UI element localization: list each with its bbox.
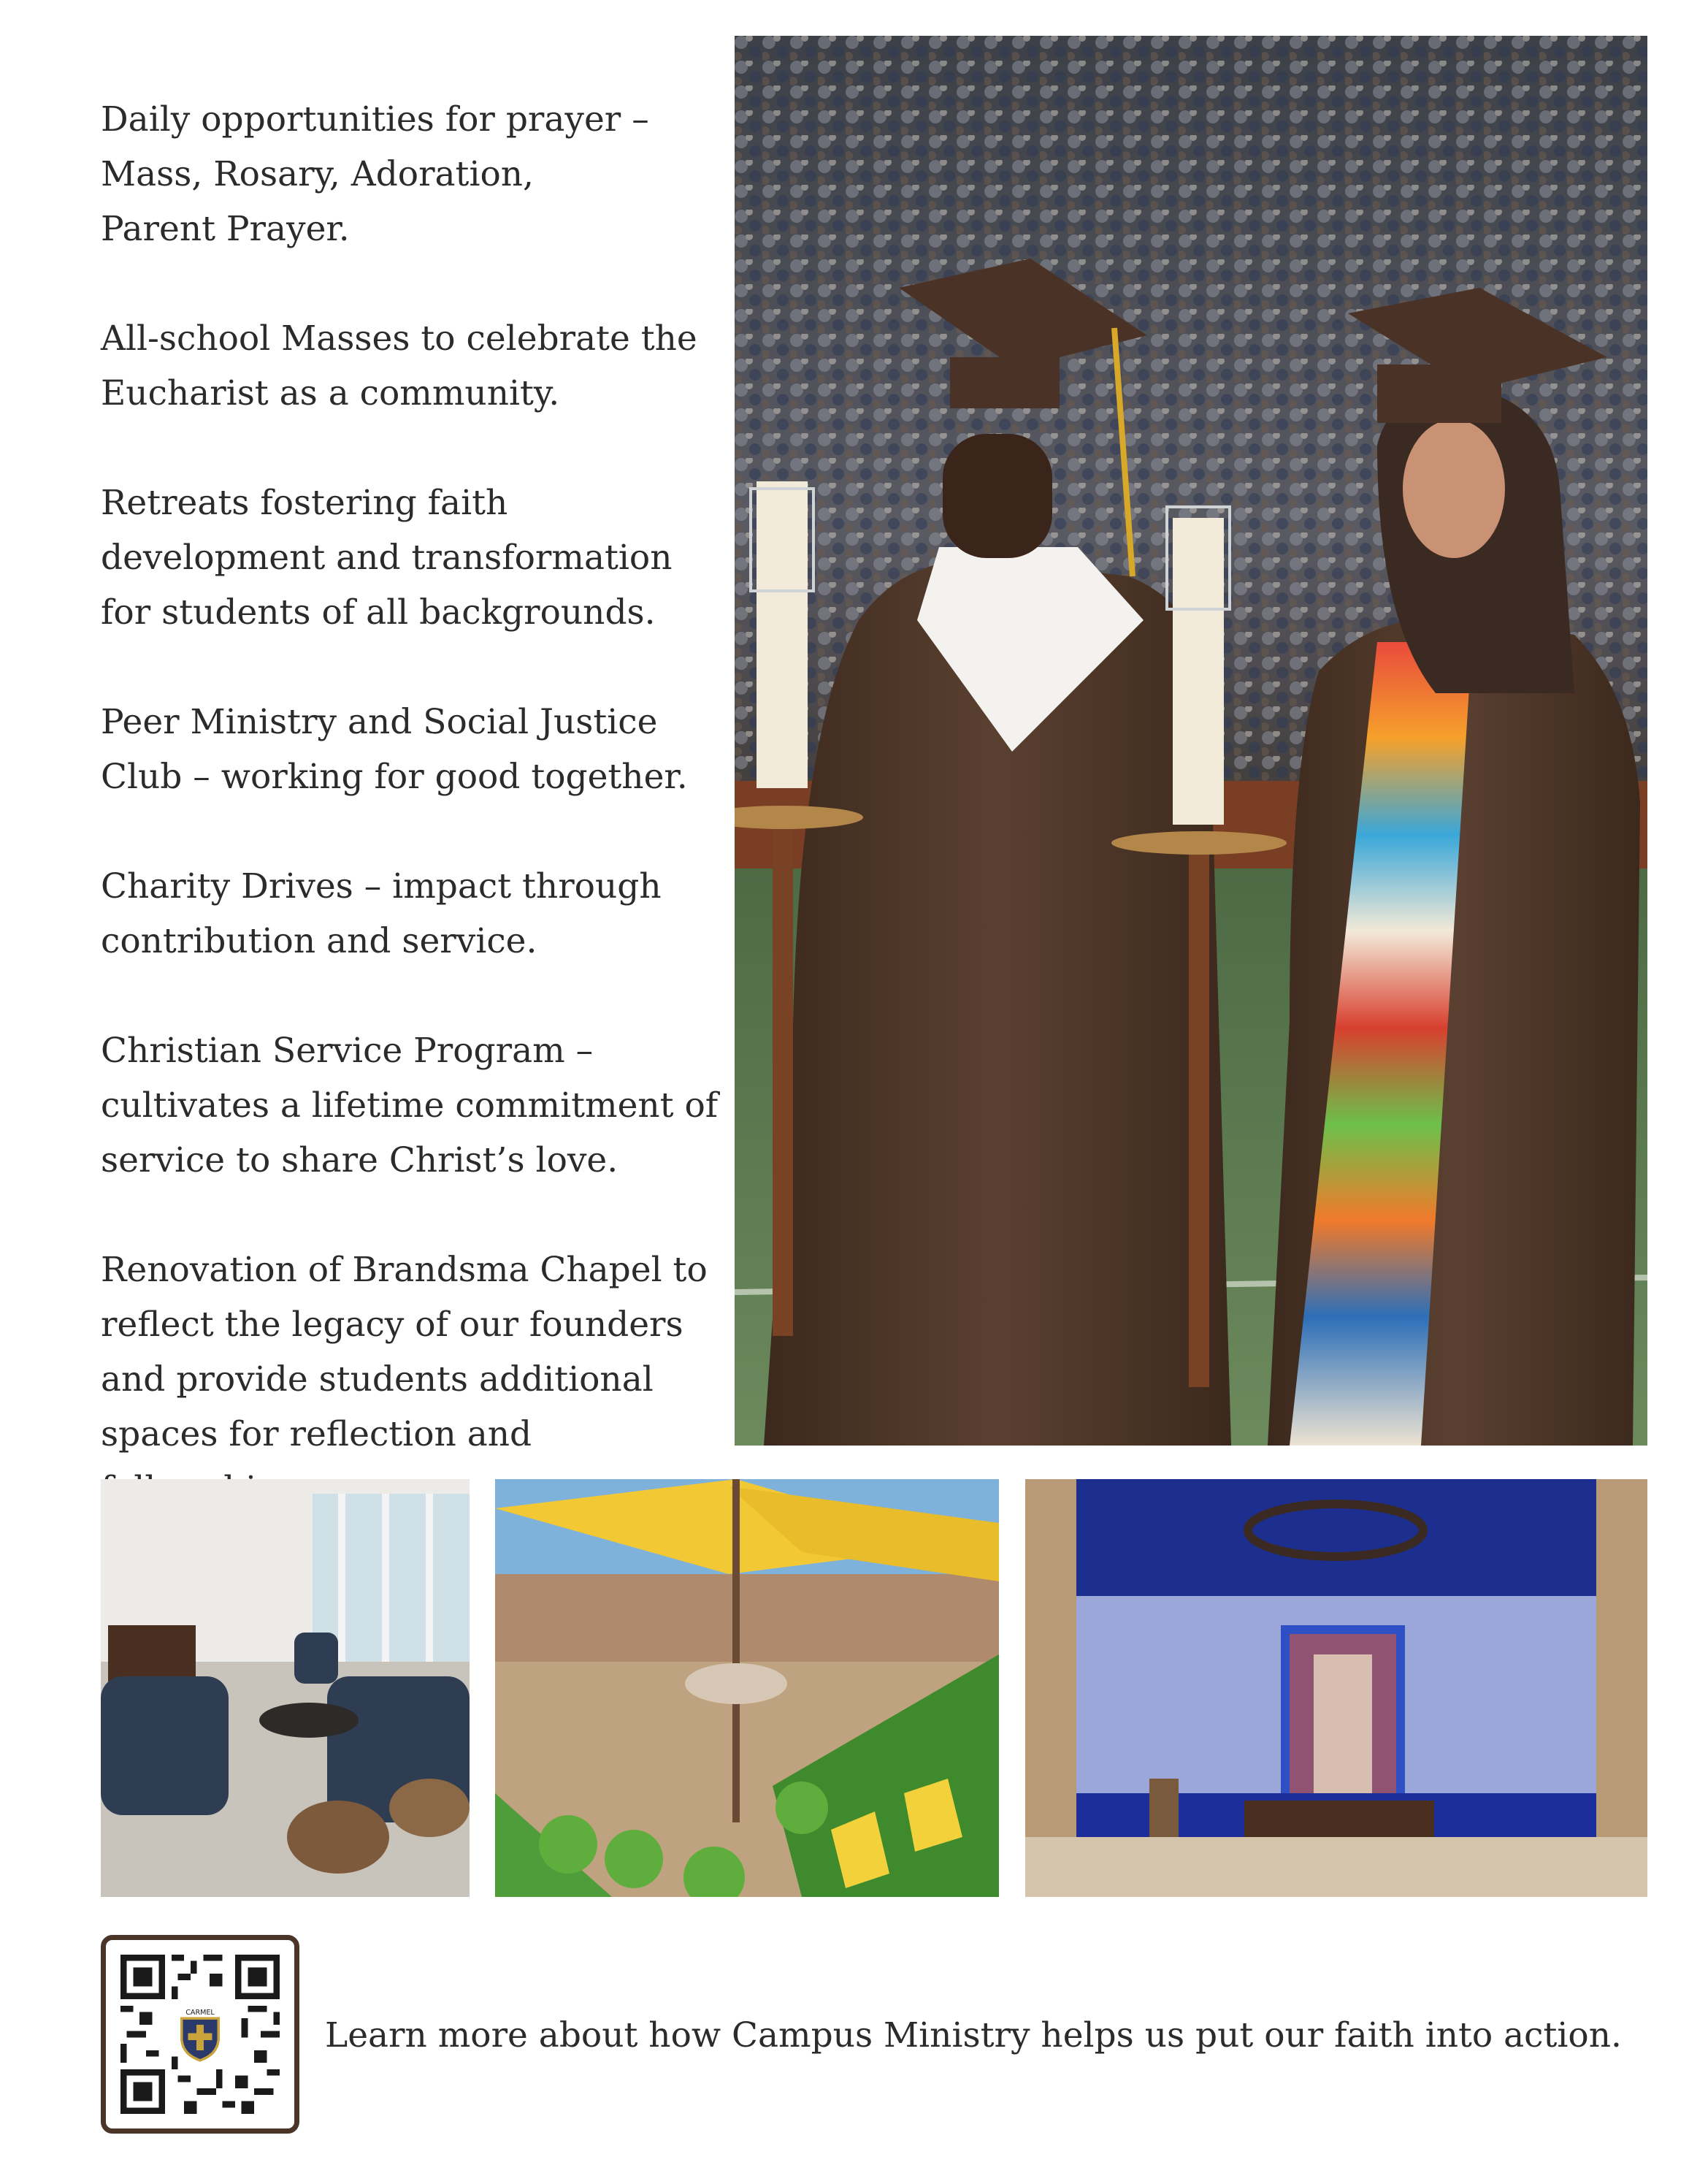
paragraph-charity-drives: Charity Drives – impact through contribution and service.: [101, 866, 662, 961]
campus-ministry-cta: Learn more about how Campus Ministry helps us put our faith into action.: [325, 2015, 1622, 2055]
paragraph-retreats: Retreats fostering faith development and transformation for students of all backgrounds.: [101, 483, 673, 633]
paragraph-chapel-renovation: Renovation of Brandsma Chapel to reflect the legacy of our founders and provide students additional spaces for reflection and: [101, 1250, 708, 1454]
paragraph-christian-service: Christian Service Program – cultivates a lifetime commitment of service to share Christ’s love.: [101, 1031, 719, 1180]
qr-logo-text: CARMEL: [185, 2008, 215, 2017]
paragraph-prayer: Daily opportunities for prayer – Mass, Rosary, Adoration, Parent Prayer.: [101, 99, 649, 249]
patio-rendering: [495, 1479, 999, 1897]
paragraph-masses: All-school Masses to celebrate the Eucharist as a community.: [101, 318, 697, 413]
lounge-photo: [101, 1479, 470, 1897]
brandsma-chapel-photo: [1025, 1479, 1647, 1897]
ministry-list: [101, 92, 729, 1516]
campus-ministry-qr-code[interactable]: [101, 1935, 299, 2134]
paragraph-peer-ministry: Peer Ministry and Social Justice Club – working for good together.: [101, 702, 688, 797]
graduates-candle-photo: [735, 36, 1647, 1446]
